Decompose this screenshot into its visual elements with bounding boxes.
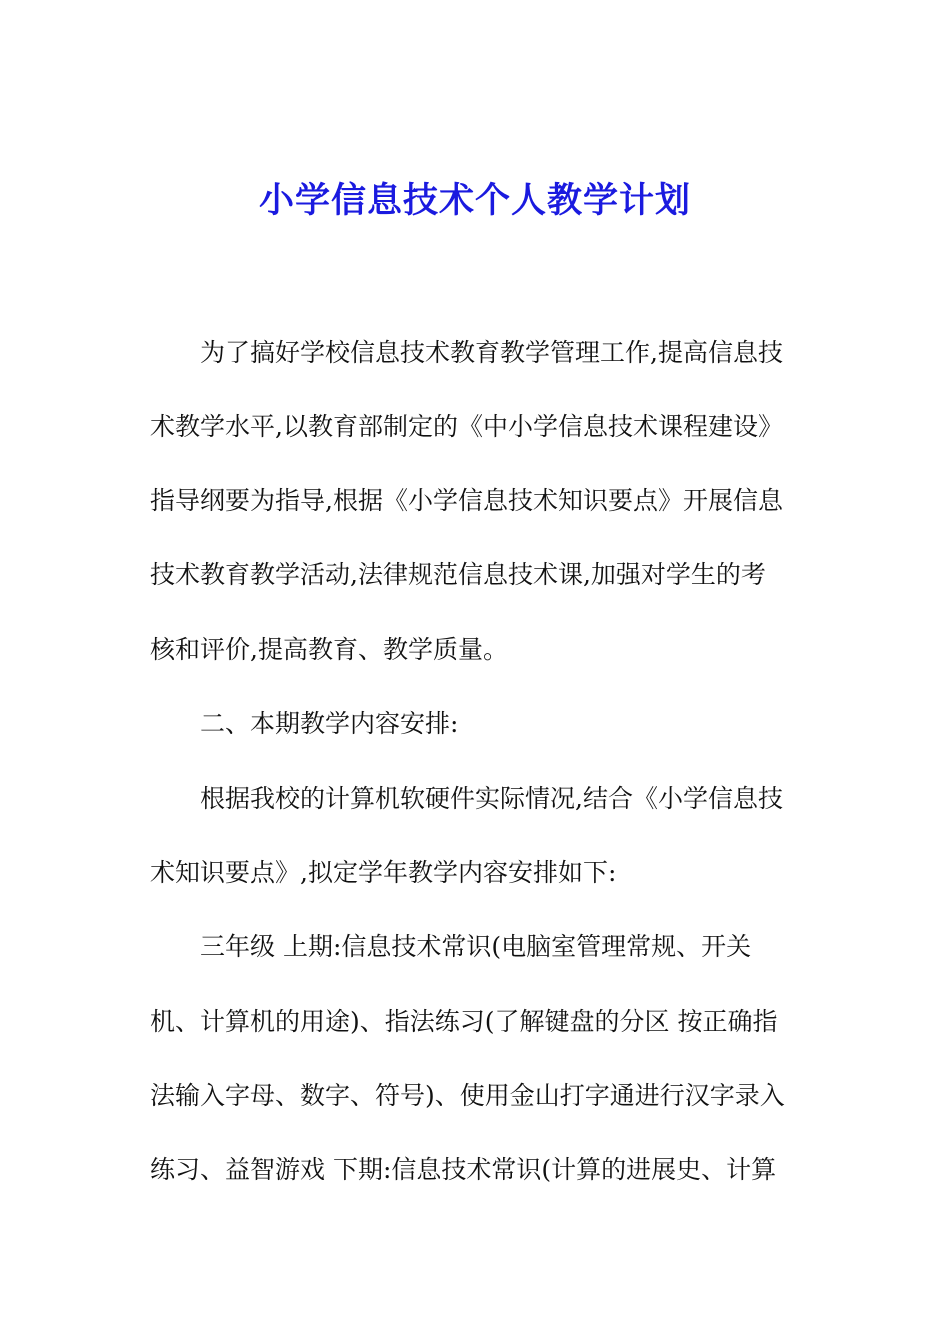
paragraph-line: 术教学水平,以教育部制定的《中小学信息技术课程建设》 <box>150 412 783 441</box>
paragraph-line: 练习、益智游戏 下期:信息技术常识(计算的进展史、计算 <box>150 1155 777 1184</box>
paragraph-line: 指导纲要为指导,根据《小学信息技术知识要点》开展信息 <box>150 486 783 515</box>
paragraph-line: 技术教育教学活动,法律规范信息技术课,加强对学生的考 <box>150 560 766 589</box>
section-heading: 二、本期教学内容安排: <box>200 709 459 738</box>
paragraph-line: 法输入字母、数字、符号)、使用金山打字通进行汉字录入 <box>150 1081 785 1110</box>
paragraph-line: 机、计算机的用途)、指法练习(了解键盘的分区 按正确指 <box>150 1007 778 1036</box>
paragraph-line: 根据我校的计算机软硬件实际情况,结合《小学信息技 <box>200 784 783 813</box>
paragraph-line: 三年级 上期:信息技术常识(电脑室管理常规、开关 <box>200 932 752 961</box>
paragraph-line: 核和评价,提高教育、教学质量。 <box>150 635 508 664</box>
paragraph-line: 术知识要点》,拟定学年教学内容安排如下: <box>150 858 617 887</box>
document-title: 小学信息技术个人教学计划 <box>258 180 691 221</box>
paragraph-line: 为了搞好学校信息技术教育教学管理工作,提高信息技 <box>200 338 783 367</box>
